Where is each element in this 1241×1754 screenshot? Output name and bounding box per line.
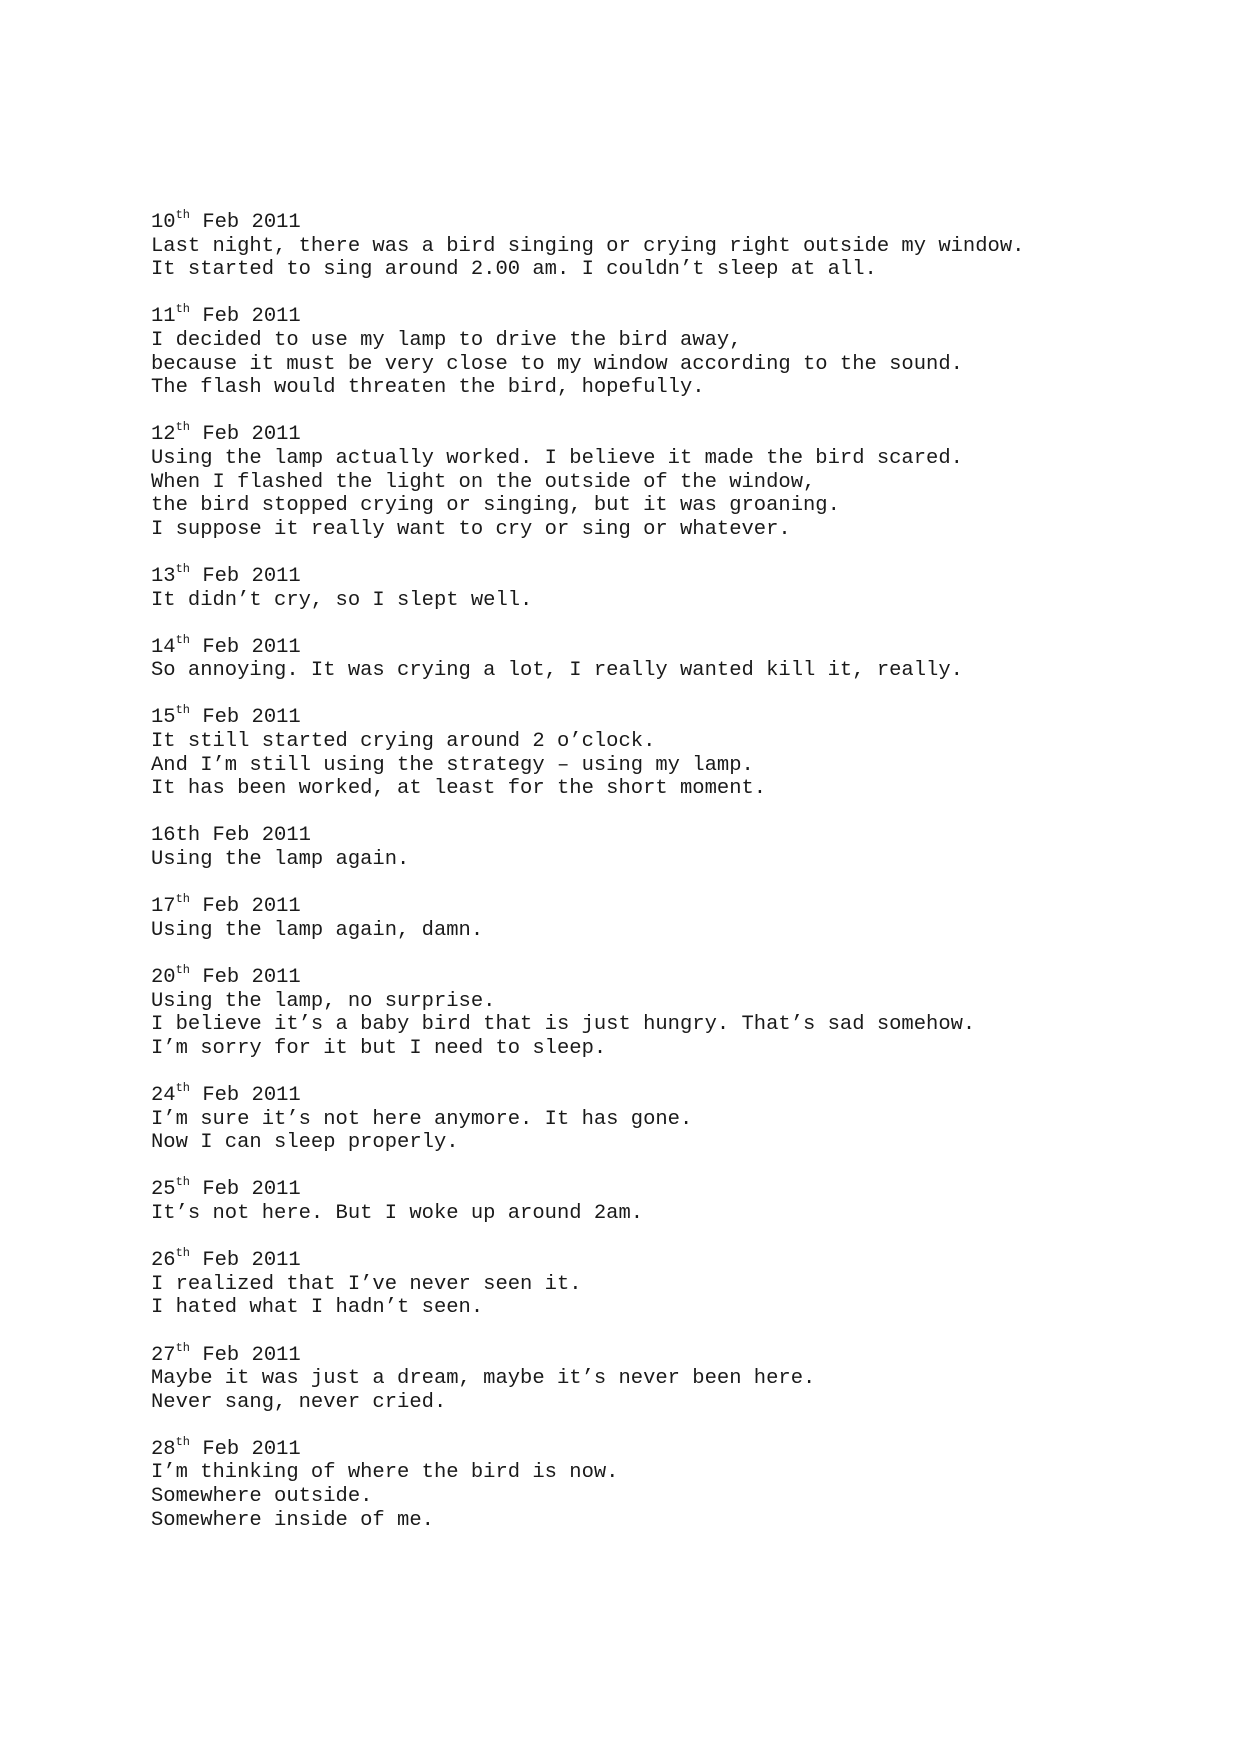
entry-date-day: 10 (151, 211, 176, 234)
entry-date-suffix: th (175, 302, 191, 317)
diary-entry (151, 632, 1111, 683)
entry-date-day: 24 (151, 1083, 176, 1107)
entry-text-line: I’m sure it’s not here anymore. It has gone. (151, 1107, 693, 1131)
diary-entry (151, 561, 1111, 612)
entry-date-suffix: th (175, 561, 191, 576)
entry-date-month-year: Feb 2011 (190, 635, 301, 659)
entry-date-suffix: th (175, 892, 191, 907)
diary-entry (151, 302, 1111, 400)
entry-text-line: the bird stopped crying or singing, but it was groaning. (151, 494, 840, 518)
diary-entry (151, 703, 1111, 801)
entry-date-month-year: Feb 2011 (190, 1178, 301, 1202)
entry-date (151, 703, 1111, 730)
entry-date-suffix: th (175, 963, 191, 977)
entry-text-line: It’s not here. But I woke up around 2am. (151, 1201, 644, 1225)
entry-text-line: So annoying. It was crying a lot, I really wanted kill it, really. (151, 659, 963, 683)
entry-date-month-year: Feb 2011 (190, 564, 301, 588)
entry-date-month-year: Feb 2011 (190, 305, 301, 329)
entry-date-month-year: Feb 2011 (190, 423, 301, 447)
entry-date-month-year: Feb 2011 (190, 706, 301, 730)
entry-date (151, 1434, 1111, 1462)
entry-text-line: I decided to use my lamp to drive the bird away, (151, 328, 742, 352)
entry-text-line: Never sang, never cried. (151, 1390, 447, 1414)
diary-entry (151, 892, 1111, 942)
entry-date-month-year: Feb 2011 (190, 1249, 301, 1273)
entry-text-line: Somewhere outside. (151, 1485, 373, 1509)
entry-text-line: Using the lamp again. (151, 848, 410, 872)
entry-text-line: Maybe it was just a dream, maybe it’s never been here. (151, 1367, 816, 1391)
entry-date-day: 12 (151, 423, 176, 447)
entry-date (151, 892, 1111, 919)
entry-text-line: I believe it’s a baby bird that is just hungry. That’s sad somehow. (151, 1013, 976, 1037)
entry-date-day: 26 (151, 1249, 176, 1273)
entry-date-month-year: Feb 2011 (190, 1083, 301, 1107)
entry-text-line: I hated what I hadn’t seen. (151, 1296, 484, 1320)
entry-date-day: 20 (151, 966, 176, 989)
entry-date-suffix: th (175, 703, 191, 718)
entry-text-line: It still started crying around 2 o’clock. (151, 730, 656, 754)
entry-text-line: Using the lamp again, damn. (151, 918, 484, 942)
entry-date-suffix: th (175, 420, 191, 435)
entry-date-month-year: Feb 2011 (190, 1437, 301, 1461)
entry-date-day: 14 (151, 635, 176, 659)
entry-date-suffix: th (175, 1246, 191, 1261)
entry-date-day: 27 (151, 1343, 176, 1367)
entry-text-line: And I’m still using the strategy – using my lamp. (151, 753, 754, 777)
entry-date (151, 302, 1111, 329)
entry-date-suffix: th (175, 1080, 191, 1095)
entry-date-suffix: th (175, 208, 191, 222)
entry-date (151, 1175, 1111, 1202)
entry-date-month-year: Feb 2011 (190, 966, 301, 989)
entry-text-line: It started to sing around 2.00 am. I couldn’t sleep at all. (151, 258, 877, 282)
entry-text-line: I realized that I’ve never seen it. (151, 1272, 582, 1296)
diary-entry (151, 1246, 1111, 1320)
entry-date (151, 824, 1111, 848)
diary-entry (151, 1340, 1111, 1415)
entry-date (151, 561, 1111, 589)
entry-date-day: 16th Feb 2011 (151, 824, 311, 848)
entry-text-line: Using the lamp actually worked. I believe it made the bird scared. (151, 446, 963, 470)
entry-date-day: 15 (151, 706, 176, 730)
diary-entry (151, 1080, 1111, 1155)
diary-entry (151, 420, 1111, 541)
diary-entry (151, 824, 1111, 871)
diary-body (151, 208, 1111, 1556)
diary-entry (151, 963, 1111, 1060)
entry-date (151, 1246, 1111, 1273)
entry-date-day: 17 (151, 895, 176, 919)
entry-date (151, 208, 1111, 235)
entry-date-suffix: th (175, 1340, 191, 1355)
diary-entry (151, 1175, 1111, 1225)
entry-text-line: Somewhere inside of me. (151, 1508, 434, 1532)
entry-date (151, 1340, 1111, 1368)
entry-text-line: I suppose it really want to cry or sing or whatever. (151, 517, 791, 541)
entry-text-line: The flash would threaten the bird, hopefully. (151, 376, 705, 400)
entry-text-line: because it must be very close to my window according to the sound. (151, 352, 963, 376)
diary-entry (151, 208, 1111, 282)
entry-text-line: It didn’t cry, so I slept well. (151, 588, 533, 612)
entry-date (151, 963, 1111, 990)
entry-text-line: It has been worked, at least for the short moment. (151, 777, 767, 801)
entry-text-line: Last night, there was a bird singing or crying right outside my window. (151, 234, 1025, 258)
entry-date-month-year: Feb 2011 (190, 211, 301, 234)
entry-date-month-year: Feb 2011 (190, 1343, 301, 1367)
entry-date-month-year: Feb 2011 (190, 895, 301, 919)
entry-date-day: 11 (151, 305, 176, 329)
diary-entry (151, 1434, 1111, 1532)
entry-date-day: 25 (151, 1178, 176, 1202)
entry-text-line: I’m sorry for it but I need to sleep. (151, 1036, 607, 1060)
entry-date (151, 420, 1111, 447)
entry-date (151, 1080, 1111, 1108)
entry-text-line: Using the lamp, no surprise. (151, 989, 496, 1013)
entry-date-day: 13 (151, 564, 176, 588)
entry-date-day: 28 (151, 1437, 176, 1461)
entry-date-suffix: th (175, 632, 191, 647)
entry-text-line: I’m thinking of where the bird is now. (151, 1461, 619, 1485)
entry-text-line: When I flashed the light on the outside of the window, (151, 470, 816, 494)
entry-text-line: Now I can sleep properly. (151, 1131, 459, 1155)
entry-date (151, 632, 1111, 660)
entry-date-suffix: th (175, 1175, 191, 1190)
entry-date-suffix: th (175, 1434, 191, 1449)
